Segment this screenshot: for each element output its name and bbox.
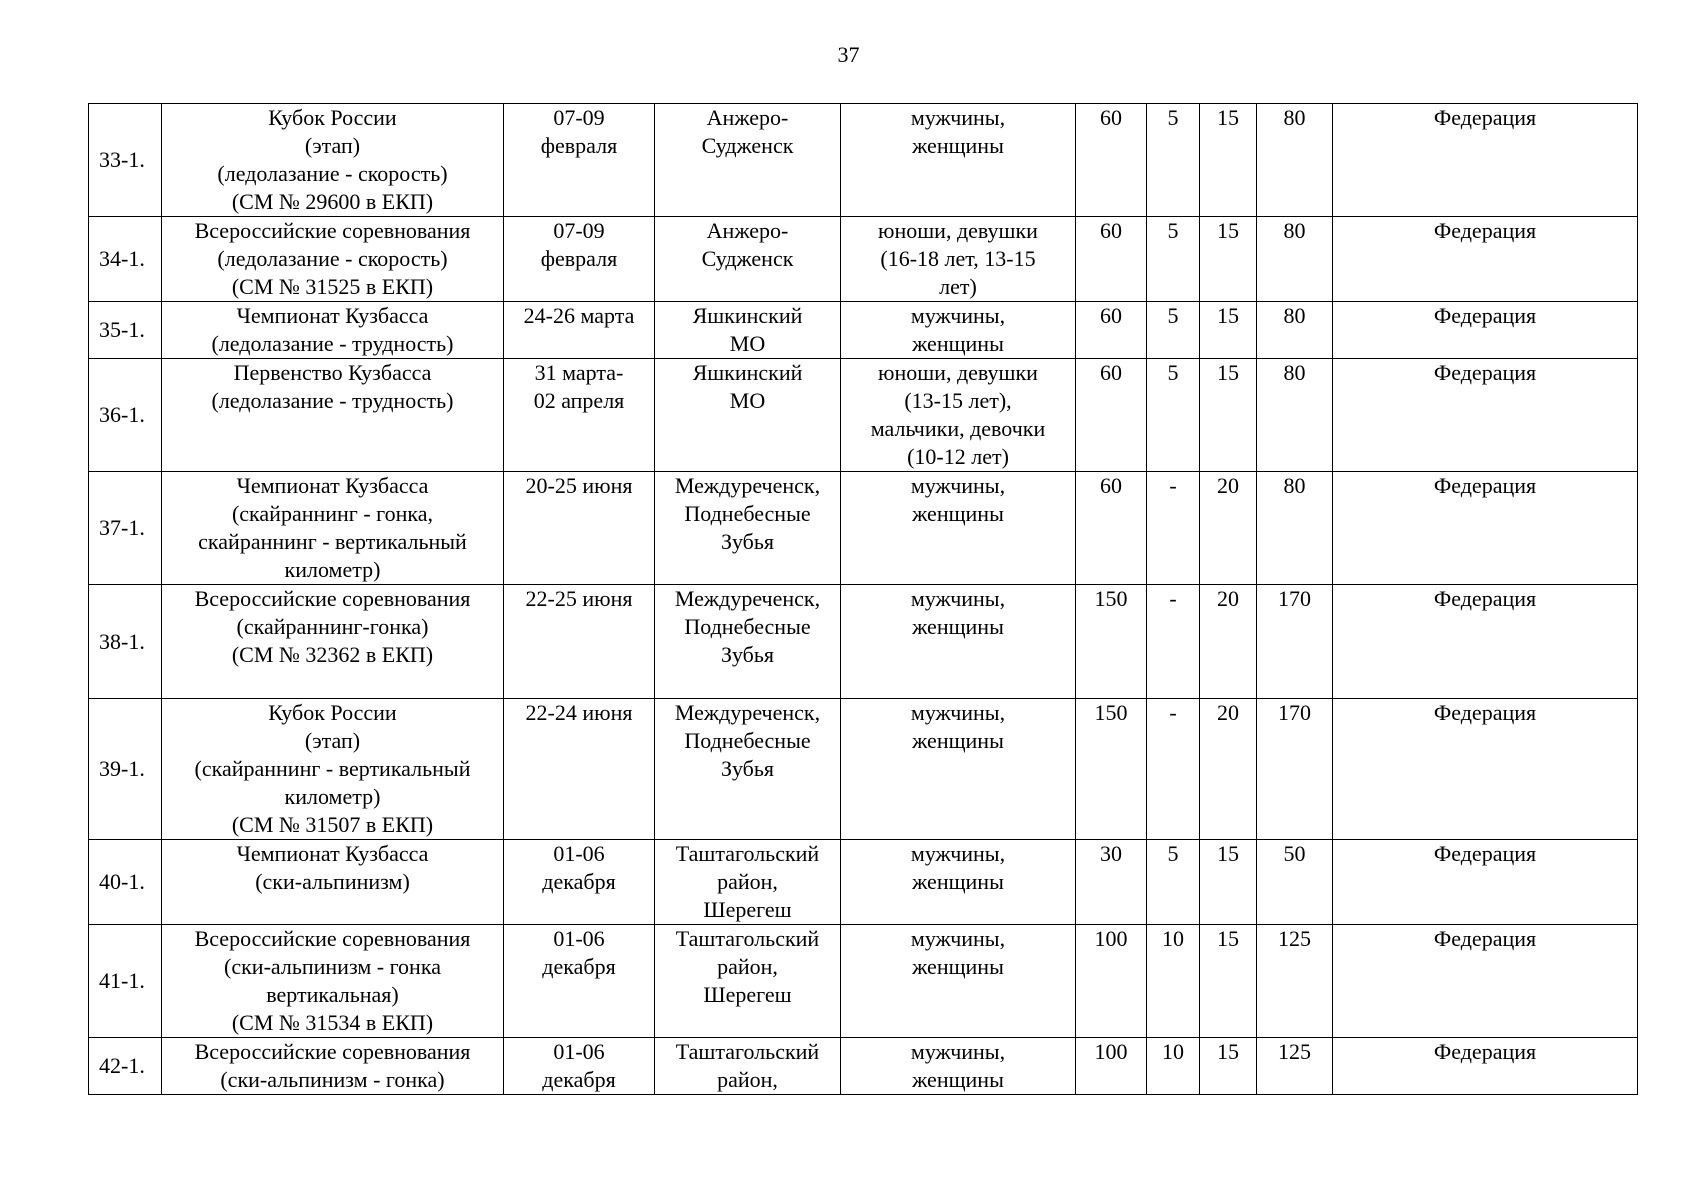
event-place (655, 925, 841, 1038)
event-participants-line: (10-12 лет) (907, 444, 1009, 469)
event-participants (841, 840, 1076, 925)
event-place-line: Таштагольский (675, 1039, 820, 1064)
event-participants-line: мужчины, (910, 841, 1006, 866)
event-participants-line: женщины (912, 501, 1004, 526)
event-participants (841, 359, 1076, 472)
organizer: Федерация (1333, 585, 1638, 699)
row-number: 42-1. (89, 1038, 162, 1095)
event-name-line: (этап) (304, 728, 361, 753)
table-row (89, 217, 1638, 302)
event-place (655, 699, 841, 840)
organizer: Федерация (1333, 699, 1638, 840)
count-1: 60 (1076, 472, 1147, 585)
event-participants (841, 302, 1076, 359)
event-participants-line: мужчины, (910, 926, 1006, 951)
count-total: 125 (1257, 925, 1333, 1038)
row-number: 36-1. (89, 359, 162, 472)
event-name (162, 302, 504, 359)
event-place-line: Зубья (720, 642, 775, 667)
row-number: 40-1. (89, 840, 162, 925)
organizer: Федерация (1333, 302, 1638, 359)
event-dates (504, 1038, 655, 1095)
event-name-line: (СМ № 31507 в ЕКП) (231, 812, 434, 837)
row-number: 35-1. (89, 302, 162, 359)
count-3: 15 (1200, 104, 1257, 217)
event-participants (841, 1038, 1076, 1095)
event-name-line: (ледолазание - трудность) (211, 331, 454, 356)
table-row (89, 585, 1638, 699)
count-1: 150 (1076, 699, 1147, 840)
event-name-line: (ски-альпинизм - гонка) (220, 1067, 445, 1092)
event-place-line: Анжеро- (706, 218, 789, 243)
event-name-line: (скайраннинг - вертикальный (194, 756, 471, 781)
count-total: 170 (1257, 699, 1333, 840)
event-participants-line: юноши, девушки (878, 218, 1038, 243)
event-name-line: (ледолазание - скорость) (217, 161, 448, 186)
event-name (162, 925, 504, 1038)
event-place-line: Яшкинский (692, 360, 803, 385)
event-participants (841, 104, 1076, 217)
event-participants-line: (16-18 лет, 13-15 (880, 246, 1036, 271)
event-name (162, 217, 504, 302)
event-name-line: (ски-альпинизм) (255, 869, 410, 894)
event-name (162, 472, 504, 585)
event-name-line: Всероссийские соревнования (194, 218, 471, 243)
event-dates-line: 07-09 (553, 218, 605, 243)
event-participants (841, 925, 1076, 1038)
event-place-line: район, (717, 954, 778, 979)
event-name (162, 359, 504, 472)
row-number: 38-1. (89, 585, 162, 699)
count-2: 10 (1147, 925, 1200, 1038)
event-place-line: Зубья (720, 756, 775, 781)
count-2: - (1147, 585, 1200, 699)
event-name-line: (СМ № 31525 в ЕКП) (231, 274, 434, 299)
event-place-line: район, (717, 1067, 778, 1092)
event-place-line: Анжеро- (706, 105, 789, 130)
event-dates-line: 01-06 (553, 841, 605, 866)
event-place-line: Поднебесные (684, 728, 811, 753)
event-place-line: МО (729, 331, 766, 356)
event-dates (504, 217, 655, 302)
event-place (655, 359, 841, 472)
event-participants-line: женщины (912, 954, 1004, 979)
event-name-line: (СМ № 31534 в ЕКП) (231, 1010, 434, 1035)
event-dates-line: 02 апреля (533, 388, 625, 413)
event-participants-line: женщины (912, 728, 1004, 753)
event-participants (841, 472, 1076, 585)
count-total: 80 (1257, 472, 1333, 585)
row-number: 39-1. (89, 699, 162, 840)
event-name-line: (СМ № 32362 в ЕКП) (231, 642, 434, 667)
count-1: 100 (1076, 925, 1147, 1038)
table-row (89, 699, 1638, 840)
event-dates-line: 01-06 (553, 1039, 605, 1064)
event-place-line: Яшкинский (692, 303, 803, 328)
event-participants-line: лет) (939, 274, 977, 299)
event-place-line: Шерегеш (703, 982, 792, 1007)
event-dates-line: декабря (542, 1067, 616, 1092)
event-dates-line: 20-25 июня (525, 473, 633, 498)
table-row (89, 104, 1638, 217)
count-3: 15 (1200, 840, 1257, 925)
row-number: 33-1. (89, 104, 162, 217)
organizer: Федерация (1333, 840, 1638, 925)
event-name (162, 104, 504, 217)
event-dates-line: 22-25 июня (525, 586, 633, 611)
count-3: 20 (1200, 699, 1257, 840)
event-place (655, 585, 841, 699)
organizer: Федерация (1333, 925, 1638, 1038)
event-name-line: Чемпионат Кузбасса (236, 841, 429, 866)
event-dates-line: декабря (542, 954, 616, 979)
event-participants-line: женщины (912, 133, 1004, 158)
event-dates-line: 24-26 марта (523, 303, 635, 328)
organizer: Федерация (1333, 1038, 1638, 1095)
table-row (89, 359, 1638, 472)
event-participants-line: (13-15 лет), (904, 388, 1012, 413)
event-dates-line: декабря (542, 869, 616, 894)
organizer: Федерация (1333, 217, 1638, 302)
event-name (162, 699, 504, 840)
count-total: 50 (1257, 840, 1333, 925)
event-participants-line: мужчины, (910, 105, 1006, 130)
count-3: 20 (1200, 585, 1257, 699)
event-name-line: (этап) (304, 133, 361, 158)
table-row (89, 302, 1638, 359)
event-dates (504, 472, 655, 585)
page-number: 37 (837, 42, 860, 67)
event-name-line: километр) (284, 784, 381, 809)
event-participants-line: женщины (912, 331, 1004, 356)
event-place (655, 302, 841, 359)
count-1: 60 (1076, 359, 1147, 472)
event-participants-line: женщины (912, 614, 1004, 639)
count-2: 5 (1147, 840, 1200, 925)
count-total: 125 (1257, 1038, 1333, 1095)
organizer: Федерация (1333, 472, 1638, 585)
event-name-line: (скайраннинг-гонка) (236, 614, 429, 639)
event-name (162, 585, 504, 699)
count-2: 10 (1147, 1038, 1200, 1095)
count-1: 60 (1076, 217, 1147, 302)
event-name-line: (ледолазание - трудность) (211, 388, 454, 413)
table-row (89, 472, 1638, 585)
count-1: 100 (1076, 1038, 1147, 1095)
count-1: 30 (1076, 840, 1147, 925)
event-place (655, 1038, 841, 1095)
count-2: - (1147, 472, 1200, 585)
event-place-line: МО (729, 388, 766, 413)
event-participants (841, 217, 1076, 302)
event-name-line: Всероссийские соревнования (194, 1039, 471, 1064)
event-participants-line: юноши, девушки (878, 360, 1038, 385)
event-place-line: район, (717, 869, 778, 894)
event-participants-line: женщины (912, 869, 1004, 894)
event-place (655, 840, 841, 925)
row-number: 34-1. (89, 217, 162, 302)
event-place-line: Междуреченск, (674, 586, 821, 611)
event-name-line: (СМ № 29600 в ЕКП) (231, 189, 434, 214)
row-number: 37-1. (89, 472, 162, 585)
event-place-line: Судженск (701, 246, 794, 271)
event-name-line: Чемпионат Кузбасса (236, 303, 429, 328)
count-3: 20 (1200, 472, 1257, 585)
event-dates (504, 585, 655, 699)
event-name-line: Кубок России (268, 105, 397, 130)
event-participants-line: мальчики, девочки (870, 416, 1046, 441)
event-place-line: Междуреченск, (674, 700, 821, 725)
count-total: 80 (1257, 359, 1333, 472)
event-participants-line: мужчины, (910, 700, 1006, 725)
count-total: 80 (1257, 302, 1333, 359)
event-place-line: Поднебесные (684, 501, 811, 526)
event-place (655, 217, 841, 302)
event-participants-line: мужчины, (910, 586, 1006, 611)
event-place-line: Зубья (720, 529, 775, 554)
event-name-line: Чемпионат Кузбасса (236, 473, 429, 498)
table-row (89, 1038, 1638, 1095)
event-dates-line: февраля (540, 133, 618, 158)
event-name-line: (ледолазание - скорость) (217, 246, 448, 271)
event-dates-line: 07-09 (553, 105, 605, 130)
count-1: 60 (1076, 302, 1147, 359)
count-3: 15 (1200, 217, 1257, 302)
event-dates (504, 699, 655, 840)
event-dates (504, 359, 655, 472)
event-name-line: (скайраннинг - гонка, (231, 501, 434, 526)
event-dates-line: 22-24 июня (525, 700, 633, 725)
event-name-line: скайраннинг - вертикальный (198, 529, 467, 554)
count-2: - (1147, 699, 1200, 840)
event-place-line: Шерегеш (703, 897, 792, 922)
event-dates (504, 302, 655, 359)
event-dates-line: 01-06 (553, 926, 605, 951)
count-3: 15 (1200, 925, 1257, 1038)
event-place-line: Поднебесные (684, 614, 811, 639)
count-3: 15 (1200, 359, 1257, 472)
event-place-line: Судженск (701, 133, 794, 158)
event-name-line: Всероссийские соревнования (194, 586, 471, 611)
count-2: 5 (1147, 359, 1200, 472)
count-3: 15 (1200, 302, 1257, 359)
count-total: 80 (1257, 104, 1333, 217)
events-table (88, 103, 1638, 1095)
count-1: 60 (1076, 104, 1147, 217)
event-name-line: Кубок России (268, 700, 397, 725)
event-place-line: Междуреченск, (674, 473, 821, 498)
count-1: 150 (1076, 585, 1147, 699)
event-name-line: Всероссийские соревнования (194, 926, 471, 951)
event-participants (841, 699, 1076, 840)
organizer: Федерация (1333, 359, 1638, 472)
event-participants-line: мужчины, (910, 1039, 1006, 1064)
event-place (655, 472, 841, 585)
event-dates (504, 104, 655, 217)
event-place-line: Таштагольский (675, 926, 820, 951)
row-number: 41-1. (89, 925, 162, 1038)
event-participants-line: женщины (912, 1067, 1004, 1092)
event-dates-line: февраля (540, 246, 618, 271)
event-participants-line: мужчины, (910, 303, 1006, 328)
table-row (89, 840, 1638, 925)
event-name-line: (ски-альпинизм - гонка (224, 954, 441, 979)
event-place-line: Таштагольский (675, 841, 820, 866)
event-dates (504, 840, 655, 925)
event-name-line: вертикальная) (266, 982, 399, 1007)
event-name-line: километр) (284, 557, 381, 582)
event-place (655, 104, 841, 217)
event-name (162, 840, 504, 925)
table-row (89, 925, 1638, 1038)
event-dates-line: 31 марта- (534, 360, 624, 385)
event-name (162, 1038, 504, 1095)
count-3: 15 (1200, 1038, 1257, 1095)
event-name-line: Первенство Кузбасса (233, 360, 432, 385)
count-2: 5 (1147, 104, 1200, 217)
event-dates (504, 925, 655, 1038)
event-participants-line: мужчины, (910, 473, 1006, 498)
count-total: 80 (1257, 217, 1333, 302)
count-total: 170 (1257, 585, 1333, 699)
count-2: 5 (1147, 217, 1200, 302)
count-2: 5 (1147, 302, 1200, 359)
event-participants (841, 585, 1076, 699)
organizer: Федерация (1333, 104, 1638, 217)
